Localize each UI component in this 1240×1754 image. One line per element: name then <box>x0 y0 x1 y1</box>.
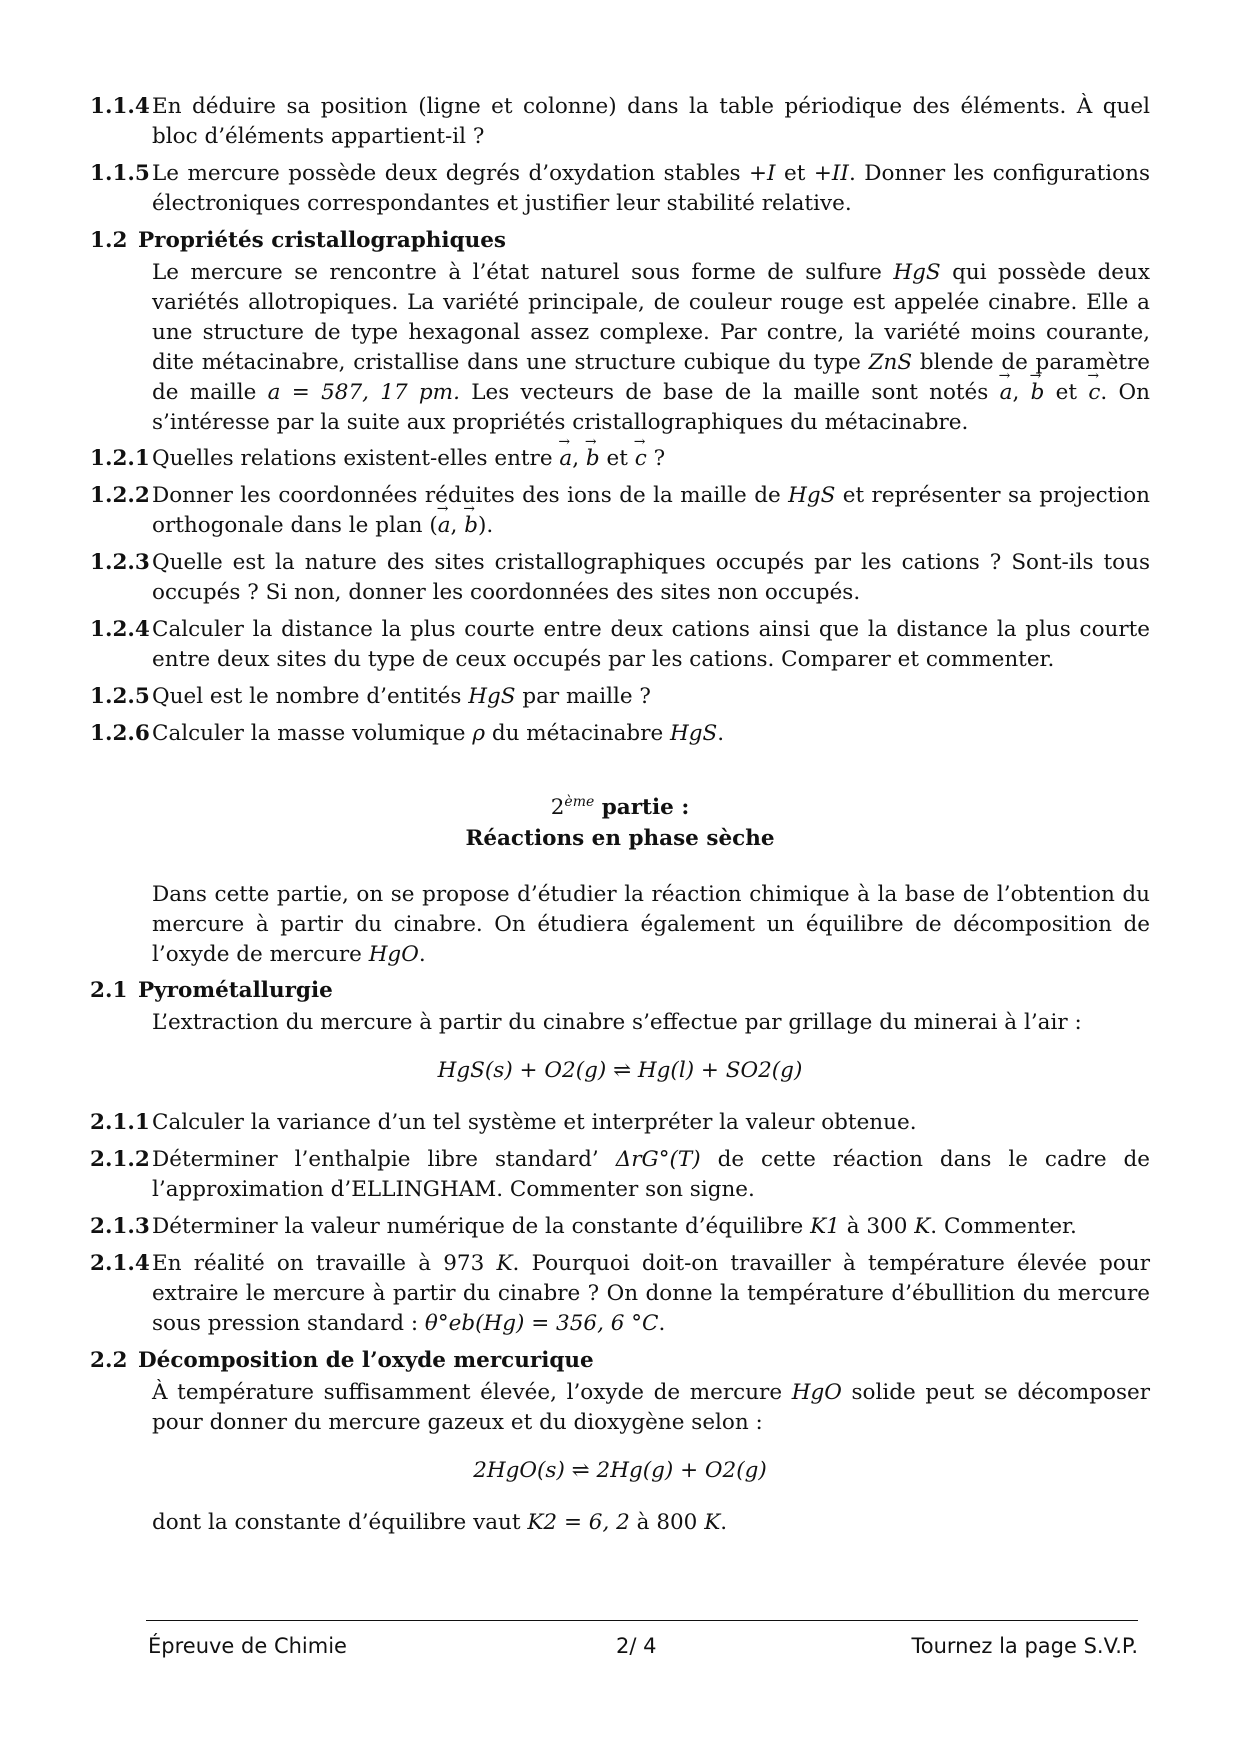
question-text: Déterminer l’enthalpie libre standard’ <box>152 1147 616 1173</box>
footer-page-number: 2/ 4 <box>616 1634 657 1658</box>
question-text: Quelles relations existent-elles entre <box>152 446 560 471</box>
unit: K <box>496 1251 513 1277</box>
question-number: 2.1.4 <box>90 1251 150 1277</box>
section-heading-1-2 <box>90 226 1150 256</box>
question-text: ). <box>477 513 494 538</box>
paragraph-text: Le mercure se rencontre à l’état naturel sous forme de sulfure <box>152 260 894 285</box>
unit: K <box>914 1214 931 1240</box>
question-text: et représenter sa projection orthogonale dans le plan ( <box>152 483 1150 538</box>
question-text: Donner les coordonnées réduites des ions de la maille de <box>152 483 789 508</box>
question-1-1-5 <box>90 159 1150 219</box>
section-number: 1.2 <box>90 228 128 253</box>
equilibrium-constant: K2 = 6, 2 <box>527 1510 630 1536</box>
final-paragraph <box>90 1508 1150 1538</box>
equation-decomposition: 2HgO(s) ⇌ 2Hg(g) + O2(g) <box>473 1458 767 1484</box>
section-title: Propriétés cristallographiques <box>138 228 507 253</box>
paragraph-text: . On s’intéresse par la suite aux propriétés cristallographiques du métacinabre. <box>152 380 1150 435</box>
question-number: 1.2.1 <box>90 446 150 471</box>
question-text: par maille ? <box>515 684 651 709</box>
oxidation-state: +I <box>749 161 776 186</box>
section-2-1-paragraph: L’extraction du mercure à partir du cinabre s’effectue par grillage du minerai à l’air : <box>152 1010 1082 1036</box>
paragraph-text: À température suffisamment élevée, l’oxyde de mercure <box>152 1380 792 1406</box>
formula: ZnS <box>868 350 913 375</box>
question-text: Calculer la variance d’un tel système et interpréter la valeur obtenue. <box>152 1110 917 1136</box>
question-text: à 300 <box>839 1214 915 1240</box>
section-heading-2-1 <box>90 976 1150 1006</box>
separator: , <box>572 446 586 471</box>
paragraph-text: dont la constante d’équilibre vaut <box>152 1510 528 1536</box>
formula: HgS <box>670 721 718 746</box>
question-text: . Pourquoi doit-on travailler à température élevée pour extraire le mercure à partir du cinabre ? On donne la température d’ébullition du mercure sous pression standard : <box>152 1251 1150 1337</box>
formula: HgS <box>468 684 516 709</box>
part-label <box>90 787 1150 823</box>
paragraph-text: . <box>720 1510 728 1536</box>
equation-roasting: HgS(s) + O2(g) ⇌ Hg(l) + SO2(g) <box>437 1058 803 1084</box>
boiling-temperature: θ°eb(Hg) = 356, 6 °C <box>424 1311 659 1337</box>
question-2-1-2 <box>90 1145 1150 1205</box>
question-text: Déterminer la valeur numérique de la constante d’équilibre <box>152 1214 811 1240</box>
question-1-2-4 <box>90 615 1150 675</box>
formula: HgO <box>368 942 419 968</box>
paragraph-text: qui possède deux variétés allotropiques. La variété principale, de couleur rouge est appelée cinabre. Elle a une structure de type hexagonal assez complexe. Par contre, la variété moins courante, dite métacinabre, cristallise dans une structure cubique du type <box>152 260 1150 375</box>
document-body <box>90 92 1150 1544</box>
question-2-1-1 <box>90 1108 1150 1138</box>
part-label-text: partie : <box>594 795 690 821</box>
question-number: 1.1.5 <box>90 161 150 186</box>
question-text: . <box>717 721 725 746</box>
question-text: . Donner les configurations électroniques correspondantes et justifier leur stabilité relative. <box>152 161 1150 216</box>
oxidation-state: +II <box>813 161 849 186</box>
question-text: ? <box>646 446 666 471</box>
part-superscript: ème <box>564 794 595 810</box>
question-2-1-3 <box>90 1212 1150 1242</box>
paragraph-text: . <box>418 942 426 968</box>
section-heading-2-2 <box>90 1346 1150 1376</box>
vector-b: → b <box>464 511 478 541</box>
question-text: Le mercure possède deux degrés d’oxydation stables <box>152 161 750 186</box>
separator: , <box>450 513 465 538</box>
part-number: 2 <box>550 795 565 821</box>
vector-a: → a <box>1000 378 1013 408</box>
question-text: Calculer la masse volumique <box>152 721 473 746</box>
unit: K <box>704 1510 721 1536</box>
vector-c: → c <box>635 444 647 474</box>
question-number: 2.1.1 <box>90 1110 150 1136</box>
formula: HgO <box>791 1380 842 1406</box>
vector-b: → b <box>586 444 600 474</box>
question-number: 1.2.2 <box>90 483 150 508</box>
vector-a: → a <box>559 444 572 474</box>
question-text: et <box>775 161 814 186</box>
question-1-2-6 <box>90 719 1150 749</box>
question-text: Quelle est la nature des sites cristallographiques occupés par les cations ? Sont-ils tous occupés ? Si non, donner les coordonnées des sites non occupés. <box>152 550 1150 605</box>
question-1-2-5 <box>90 682 1150 712</box>
separator: , <box>1012 380 1031 405</box>
gibbs-energy-symbol: ΔrG°(T) <box>615 1147 701 1173</box>
question-1-2-1 <box>90 444 1150 474</box>
paragraph-text: Les vecteurs de base de la maille sont notés <box>459 380 1000 405</box>
question-1-2-2 <box>90 481 1150 541</box>
paragraph-text: Dans cette partie, on se propose d’étudier la réaction chimique à la base de l’obtention du mercure à partir du cinabre. On étudiera également un équilibre de décomposition de l’oxyde de mercure <box>152 882 1150 968</box>
paragraph-text: blende de paramètre de maille <box>152 350 1150 405</box>
question-number: 2.1.3 <box>90 1214 150 1240</box>
section-number: 2.2 <box>90 1348 128 1374</box>
part-2-intro <box>90 880 1150 970</box>
question-1-2-3 <box>90 548 1150 608</box>
vector-b: → b <box>1031 378 1045 408</box>
vector-a: → a <box>438 511 451 541</box>
question-text: de cette réaction dans le cadre de l’approximation d’ELLINGHAM. Commenter son signe. <box>152 1147 1151 1203</box>
separator: et <box>1044 380 1089 405</box>
question-text: du métacinabre <box>485 721 671 746</box>
part-2-heading <box>90 787 1150 854</box>
question-number: 2.1.2 <box>90 1147 150 1173</box>
formula: HgS <box>788 483 836 508</box>
question-text: Quel est le nombre d’entités <box>152 684 469 709</box>
question-2-1-4 <box>90 1249 1150 1339</box>
footer-turn-page: Tournez la page S.V.P. <box>911 1634 1138 1658</box>
section-2-2-paragraph <box>90 1378 1150 1438</box>
separator: et <box>599 446 635 471</box>
question-text: Calculer la distance la plus courte entre deux cations ainsi que la distance la plus courte entre deux sites du type de ceux occupés par les cations. Comparer et commenter. <box>152 617 1150 672</box>
question-text: En réalité on travaille à 973 <box>152 1251 497 1277</box>
footer-exam-title: Épreuve de Chimie <box>148 1634 347 1658</box>
equilibrium-constant: K1 <box>810 1214 840 1240</box>
paragraph-text: à 800 <box>629 1510 705 1536</box>
section-title: Décomposition de l’oxyde mercurique <box>138 1348 594 1374</box>
question-number: 1.2.5 <box>90 684 150 709</box>
vector-c: → c <box>1088 378 1100 408</box>
question-1-1-4 <box>90 92 1150 152</box>
paragraph-text: solide peut se décomposer pour donner du mercure gazeux et du dioxygène selon : <box>152 1380 1150 1436</box>
section-title: Pyrométallurgie <box>138 978 333 1004</box>
question-text: En déduire sa position (ligne et colonne) dans la table périodique des éléments. À quel bloc d’éléments appartient-il ? <box>152 94 1150 149</box>
formula: HgS <box>893 260 941 285</box>
question-number: 1.1.4 <box>90 94 150 119</box>
question-text: . <box>658 1311 666 1337</box>
section-1-2-paragraph <box>90 258 1150 438</box>
section-number: 2.1 <box>90 978 128 1004</box>
density-symbol: ρ <box>472 721 485 746</box>
question-number: 1.2.4 <box>90 617 150 642</box>
lattice-parameter: a = 587, 17 pm. <box>267 380 460 405</box>
page-footer <box>146 1620 1138 1658</box>
part-title: Réactions en phase sèche <box>465 826 775 852</box>
question-number: 1.2.6 <box>90 721 150 746</box>
question-number: 1.2.3 <box>90 550 150 575</box>
question-text: . Commenter. <box>930 1214 1077 1240</box>
